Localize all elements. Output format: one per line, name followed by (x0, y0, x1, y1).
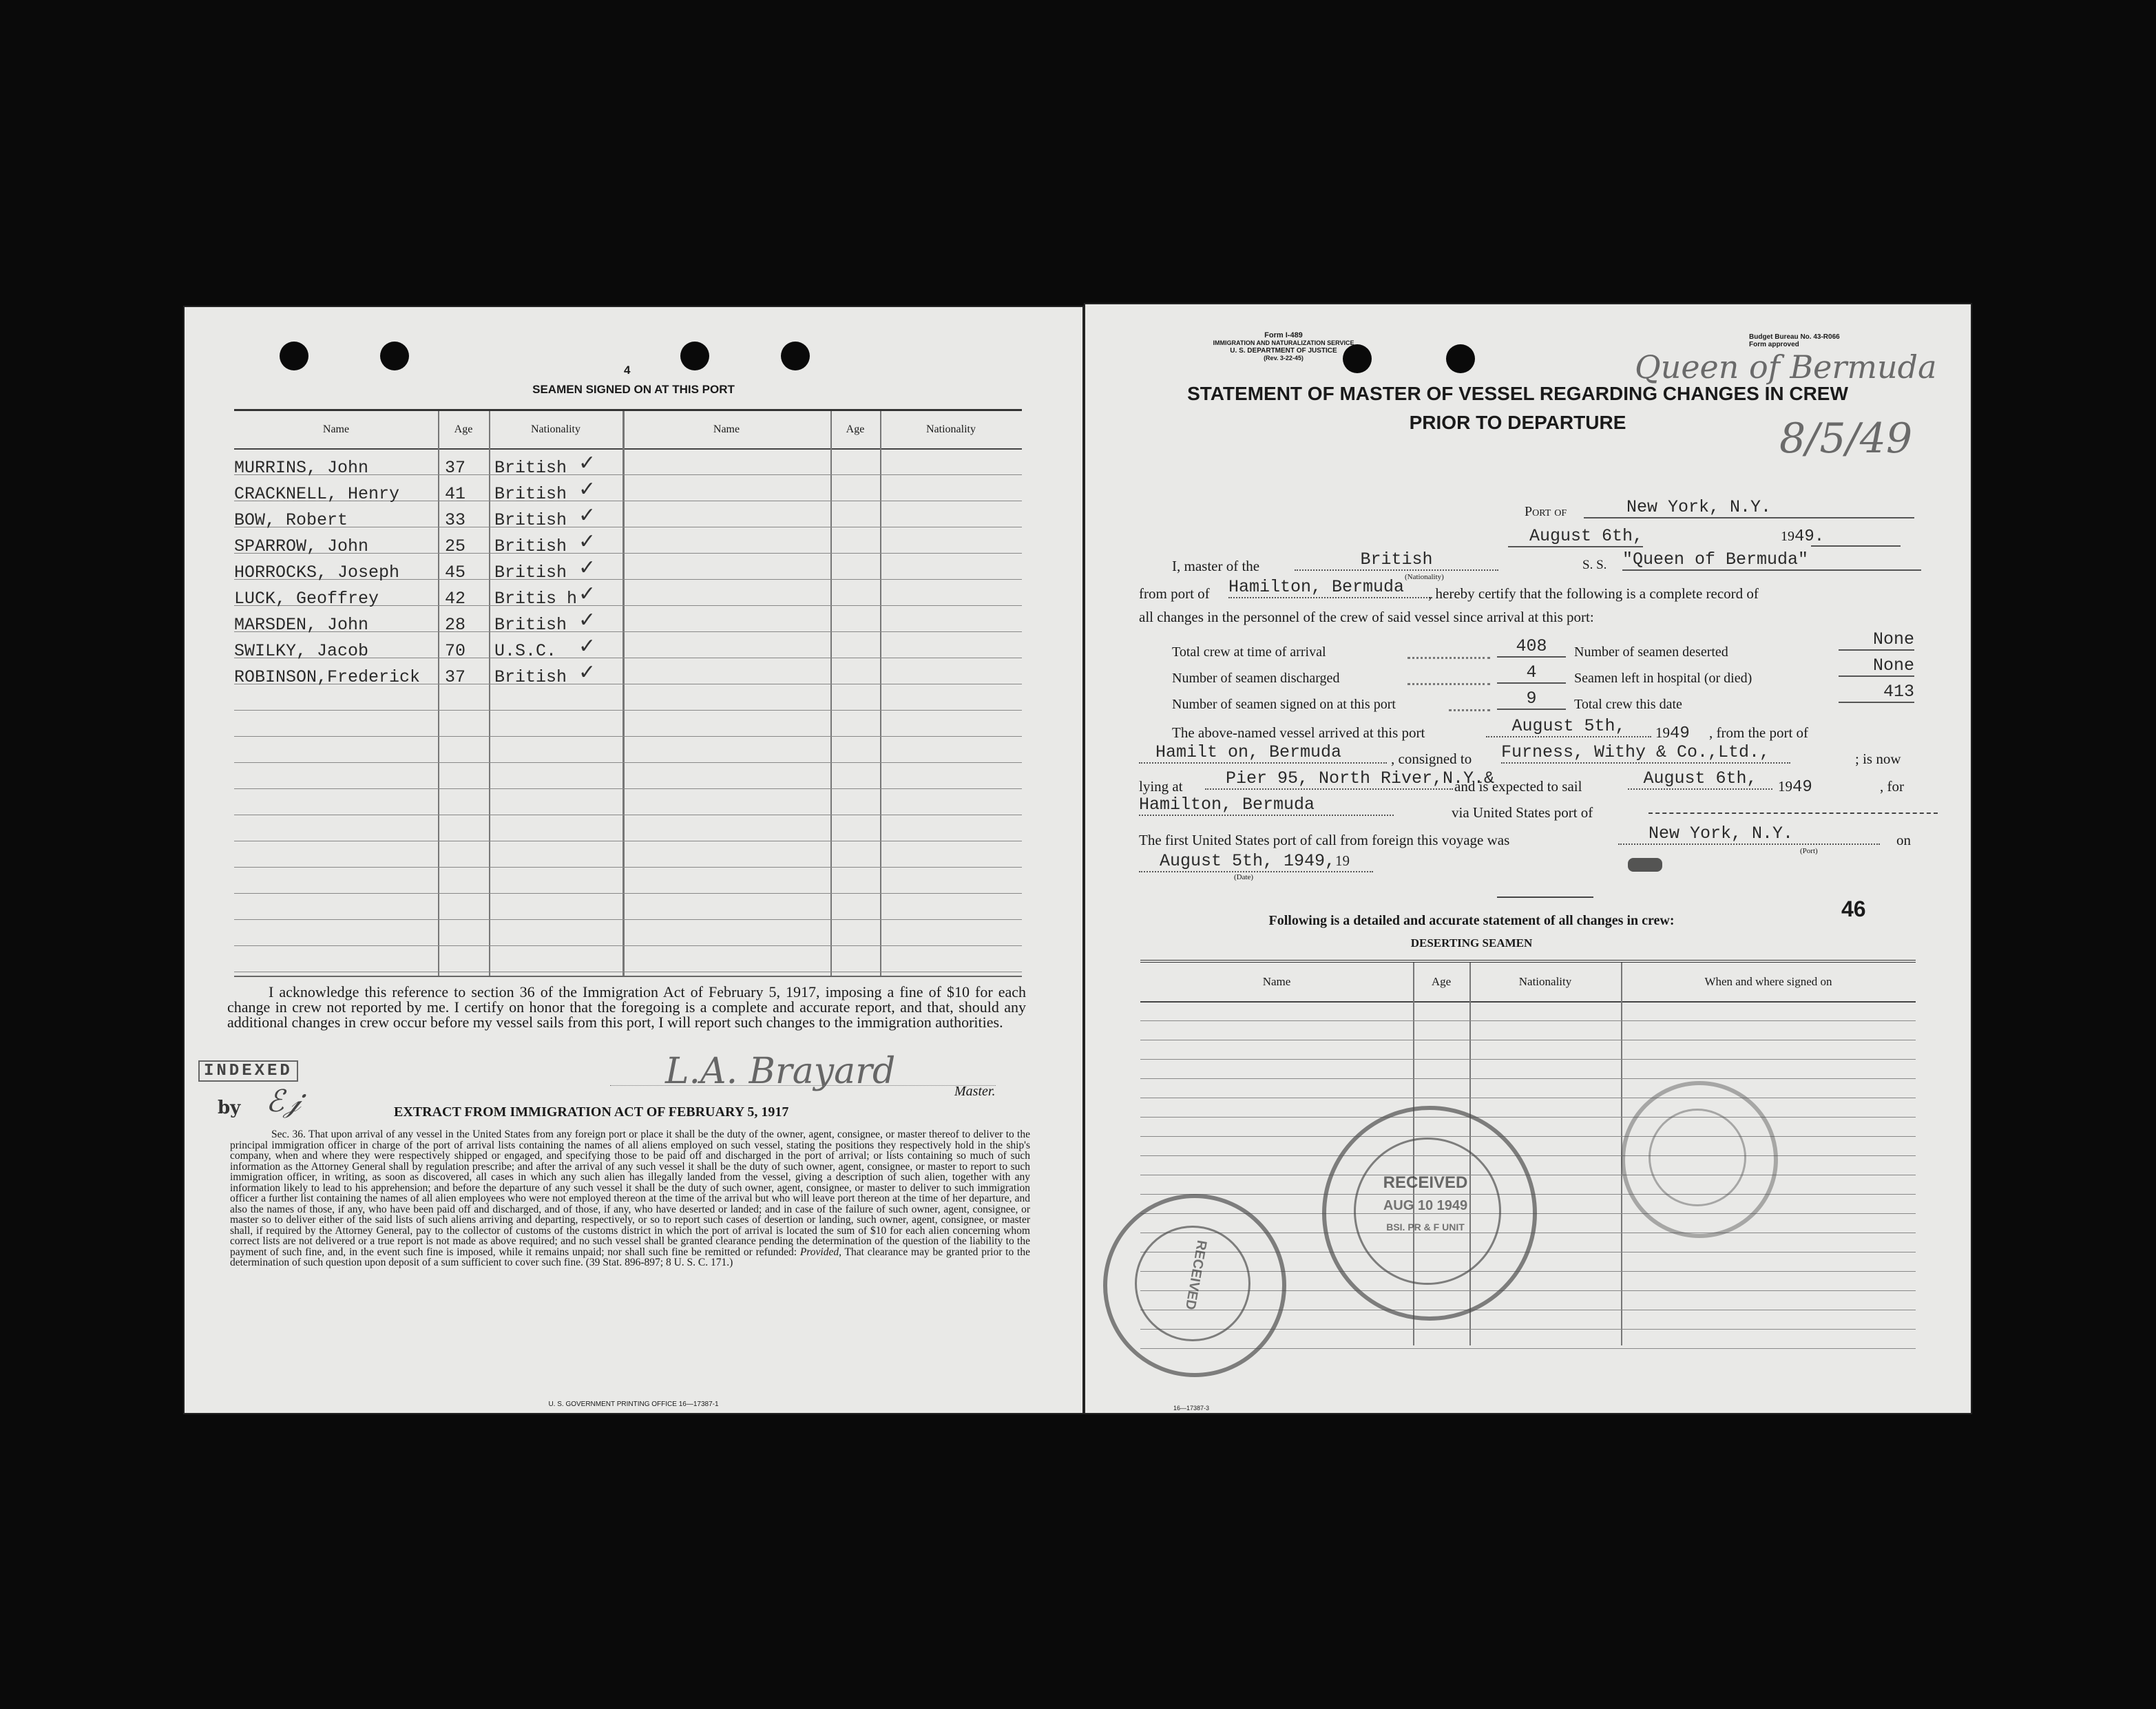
column-header: Nationality (1469, 963, 1621, 1003)
arrived-label: The above-named vessel arrived at this port (1172, 724, 1425, 741)
seaman-age: 42 (445, 589, 466, 609)
column-divider (438, 411, 439, 976)
budget-number: Budget Bureau No. 43-R066 (1749, 333, 1840, 341)
stat-label: Total crew this date (1574, 697, 1682, 712)
stat-label: Number of seamen deserted (1574, 644, 1728, 660)
via-label: via United States port of (1452, 804, 1593, 821)
stamp-text: RECEIVED (1182, 1239, 1210, 1311)
stat-value: 4 (1497, 662, 1566, 684)
certify-text-2: all changes in the personnel of the crew of said vessel since arrival at this port: (1139, 609, 1594, 625)
seaman-age: 28 (445, 615, 466, 635)
is-now-label: ; is now (1855, 751, 1901, 767)
extract-title: EXTRACT FROM IMMIGRATION ACT OF FEBRUARY 5, 1917 (394, 1104, 789, 1120)
handwritten-ship-name: Queen of Bermuda (1635, 348, 1937, 386)
nationality-caption: (Nationality) (1405, 573, 1444, 581)
acknowledgement-text: I acknowledge this reference to section 36 of the Immigration Act of February 5, 1917, imposing a fine of $10 for each change in crew not reported by me. I certify on honor that the foregoing is a complete and accurate report, and that, should any additional changes in crew occur before my vessel sails from this port, I will report such changes to the immigration authorities. (227, 983, 1026, 1031)
seaman-name: SWILKY, Jacob (234, 641, 369, 661)
lying-at-value: Pier 95, North River,N.Y.& (1205, 768, 1453, 790)
from-port-label: from port of (1139, 585, 1210, 602)
punch-hole (781, 342, 810, 370)
column-header: Nationality (489, 411, 622, 450)
form-header (1208, 332, 1359, 362)
check-mark-icon: ✓ (578, 504, 596, 527)
seaman-name: LUCK, Geoffrey (234, 589, 379, 609)
stat-value: None (1839, 656, 1914, 677)
row-rule (1140, 1020, 1916, 1021)
column-header: Name (622, 411, 830, 450)
ss-label: S. S. (1582, 558, 1607, 572)
column-header: Age (438, 411, 489, 450)
budget-bureau (1749, 333, 1840, 348)
seaman-name: MURRINS, John (234, 458, 369, 478)
extract-provided: Provided, (799, 1246, 841, 1258)
stat-value: 9 (1497, 689, 1566, 710)
master-signature: L.A. Brayard (665, 1051, 896, 1092)
ink-smudge (1628, 858, 1662, 872)
port-caption: (Port) (1800, 847, 1818, 855)
row-rule (234, 945, 1022, 946)
printer-line: U. S. GOVERNMENT PRINTING OFFICE 16—17387-1 (548, 1401, 719, 1408)
date-year: 1949. (1781, 527, 1825, 546)
check-mark-icon: ✓ (578, 530, 596, 553)
punch-hole (1446, 344, 1475, 373)
for-label: , for (1880, 778, 1904, 795)
seaman-name: ROBINSON,Frederick (234, 667, 421, 687)
seaman-name: CRACKNELL, Henry (234, 484, 400, 504)
sail-date-value: August 6th, (1628, 768, 1772, 790)
check-mark-icon: ✓ (578, 609, 596, 631)
column-divider (830, 411, 832, 976)
seaman-age: 41 (445, 484, 466, 504)
seaman-nationality: British (494, 667, 567, 687)
row-rule (1140, 1136, 1916, 1137)
seaman-name: BOW, Robert (234, 510, 348, 530)
column-header: Name (1140, 963, 1413, 1003)
extract-end: That clearance may be granted prior to the determination of such question upon deposit of a sum sufficient to cover such fine. (39 Stat. 896-897; 8 U. S. C. 171.) (230, 1246, 1030, 1268)
consignee-value: Furness, Withy & Co.,Ltd., (1501, 742, 1790, 764)
stat-label: Number of seamen signed on at this port (1172, 697, 1396, 712)
section-title: SEAMEN SIGNED ON AT THIS PORT (532, 383, 735, 396)
seaman-name: HORROCKS, Joseph (234, 563, 400, 583)
form-title-line1: STATEMENT OF MASTER OF VESSEL REGARDING CHANGES IN CREW (1187, 383, 1848, 404)
page-number: 4 (624, 364, 631, 377)
lying-at-label: lying at (1139, 778, 1183, 795)
seaman-nationality: U.S.C. (494, 641, 557, 661)
column-divider (489, 411, 490, 976)
seaman-nationality: British (494, 458, 567, 478)
port-value: New York, N.Y. (1584, 497, 1914, 518)
indexed-by-label: by (218, 1098, 241, 1118)
arrived-year: 1949 (1655, 724, 1690, 743)
form-title-line2: PRIOR TO DEPARTURE (1409, 412, 1626, 433)
row-rule (1140, 1117, 1916, 1118)
extract-body (230, 1129, 1030, 1268)
form-number: Form I-489 (1264, 331, 1303, 339)
punch-hole (380, 342, 409, 370)
date-caption: (Date) (1234, 873, 1254, 881)
check-mark-icon: ✓ (578, 635, 596, 658)
extract-section: Sec. 36. (271, 1129, 306, 1140)
seamen-signed-on-table (234, 409, 1022, 977)
seaman-age: 33 (445, 510, 466, 530)
via-port-line (1649, 812, 1938, 814)
indexed-stamp: INDEXED (198, 1060, 298, 1082)
stat-value: None (1839, 629, 1914, 651)
row-rule (234, 762, 1022, 763)
deserting-seamen-title: DESERTING SEAMEN (1410, 936, 1533, 950)
check-mark-icon: ✓ (578, 452, 596, 474)
seaman-name: SPARROW, John (234, 536, 369, 556)
seaman-age: 37 (445, 458, 466, 478)
column-header: Name (234, 411, 438, 450)
arrived-date-value: August 5th, (1486, 716, 1651, 737)
row-rule (234, 867, 1022, 868)
page-count-number: 46 (1841, 897, 1866, 921)
first-port-label: The first United States port of call from foreign this voyage was (1139, 832, 1510, 848)
signature-line (610, 1085, 996, 1086)
stat-value: 408 (1497, 636, 1566, 658)
department-name: U. S. DEPARTMENT OF JUSTICE (1230, 347, 1337, 355)
column-divider (622, 411, 625, 976)
column-divider (880, 411, 881, 976)
row-rule (234, 919, 1022, 920)
printer-line: 16—17387-3 (1173, 1405, 1210, 1412)
check-mark-icon: ✓ (578, 478, 596, 501)
seaman-nationality: Britis h (494, 589, 578, 609)
stat-label: Seamen left in hospital (or died) (1574, 671, 1752, 686)
column-header: Age (830, 411, 880, 450)
nationality-value: British (1295, 549, 1498, 571)
stamp-received-text: RECEIVED (1383, 1173, 1468, 1192)
revision: (Rev. 3-22-45) (1264, 355, 1304, 361)
column-header: When and where signed on (1621, 963, 1916, 1003)
seaman-age: 70 (445, 641, 466, 661)
seaman-age: 25 (445, 536, 466, 556)
row-rule (1140, 1078, 1916, 1079)
master-label: Master. (954, 1084, 996, 1099)
service-name: IMMIGRATION AND NATURALIZATION SERVICE (1213, 339, 1354, 346)
seaman-name: MARSDEN, John (234, 615, 369, 635)
following-text: Following is a detailed and accurate statement of all changes in crew: (1268, 913, 1675, 928)
expected-text: and is expected to sail (1454, 778, 1582, 795)
row-rule (234, 736, 1022, 737)
port-of-label: Port of (1525, 504, 1567, 519)
row-rule (234, 710, 1022, 711)
stamp-date-text: AUG 10 1949 (1383, 1198, 1468, 1213)
check-mark-icon: ✓ (578, 661, 596, 684)
extract-text: That upon arrival of any vessel in the United States from any foreign port or place it shall be the duty of the owner, agent, consignee, or master thereof to deliver to the principal immigration officer in charge of the port of arrival lists containing the names of all aliens employed on such vessel, stating the positions they respectively hold in the ship's company, when and where they were respectively shipped or engaged, and specifying those to be paid off and discharged in the port of arrival; or lists containing so much of such information as the Attorney General shall by regulation prescribe; and after the arrival of any such vessel it shall be the duty of such owner, agent, consignee, or master to report to such immigration officer, in writing, as soon as discovered, all cases in which any such alien has illegally landed from the vessel, giving a description of such alien, together with any information likely to lead to his apprehension; and before the departure of any such vessel it shall be the duty of such owner, agent, consignee, or master to deliver to such immigration officer a further list containing the names of all alien employees who were not employed thereon at the time of the arrival but who will leave port thereon at the time of her departure, and also the names of those, if any, who have been paid off and discharged, and of those, if any, who have deserted or landed; and in case of the failure of such owner, agent, consignee, or master so to deliver either of the said lists of such aliens arriving and departing, respectively, or so to report such cases of desertion or landing, such owner, agent, consignee, or master shall, if required by the Attorney General, pay to the collector of customs of the customs district in which the port of arrival is located the sum of $10 for each alien concerning whom correct lists are not delivered or a true report is not made as above required; and no such vessel shall be granted clearance pending the determination of the question of the liability to the payment of such fine, and, in the event such fine is imposed, while it remains unpaid; nor shall such fine be remitted or refunded: (230, 1129, 1030, 1258)
received-stamp (1322, 1106, 1537, 1321)
ship-name-value: "Queen of Bermuda" (1622, 549, 1921, 571)
consigned-to-label: , consigned to (1391, 751, 1472, 767)
seaman-age: 37 (445, 667, 466, 687)
first-date-value: August 5th, 1949,19 (1139, 851, 1373, 872)
stat-value: 413 (1839, 682, 1914, 703)
form-approved: Form approved (1749, 341, 1799, 348)
on-label: on (1896, 832, 1911, 848)
seaman-nationality: British (494, 484, 567, 504)
seaman-nationality: British (494, 615, 567, 635)
row-rule (234, 788, 1022, 789)
seaman-nationality: British (494, 536, 567, 556)
stamp-unit-text: BSI. PR & F UNIT (1386, 1222, 1465, 1233)
row-rule (234, 893, 1022, 894)
right-page (1084, 303, 1972, 1414)
check-mark-icon: ✓ (578, 583, 596, 605)
punch-hole (680, 342, 709, 370)
check-mark-icon: ✓ (578, 556, 596, 579)
arrived-from-value: Hamilt on, Bermuda (1139, 742, 1387, 764)
seaman-age: 45 (445, 563, 466, 583)
seaman-nationality: British (494, 563, 567, 583)
seaman-nationality: British (494, 510, 567, 530)
handwritten-date: 8/5/49 (1779, 415, 1913, 463)
column-header: Age (1413, 963, 1469, 1003)
from-port-value: Hamilton, Bermuda (1228, 577, 1432, 598)
row-rule (1140, 1059, 1916, 1060)
left-page (183, 306, 1084, 1414)
sail-year: 1949 (1778, 778, 1812, 797)
from-the-port-of: , from the port of (1709, 724, 1809, 741)
faint-stamp (1621, 1081, 1778, 1238)
date-value: August 6th, (1508, 526, 1643, 547)
column-header: Nationality (880, 411, 1022, 450)
stat-label: Number of seamen discharged (1172, 671, 1340, 686)
master-of-label: I, master of the (1172, 558, 1260, 574)
received-stamp-rotated (1103, 1194, 1286, 1377)
row-rule (1140, 1155, 1916, 1156)
punch-hole (280, 342, 308, 370)
indexed-initials: ℰ𝒿 (266, 1084, 301, 1119)
certify-text: , hereby certify that the following is a complete record of (1428, 585, 1759, 602)
first-port-value: New York, N.Y. (1618, 824, 1880, 845)
destination-value: Hamilton, Bermuda (1139, 795, 1394, 816)
stat-label: Total crew at time of arrival (1172, 644, 1326, 660)
